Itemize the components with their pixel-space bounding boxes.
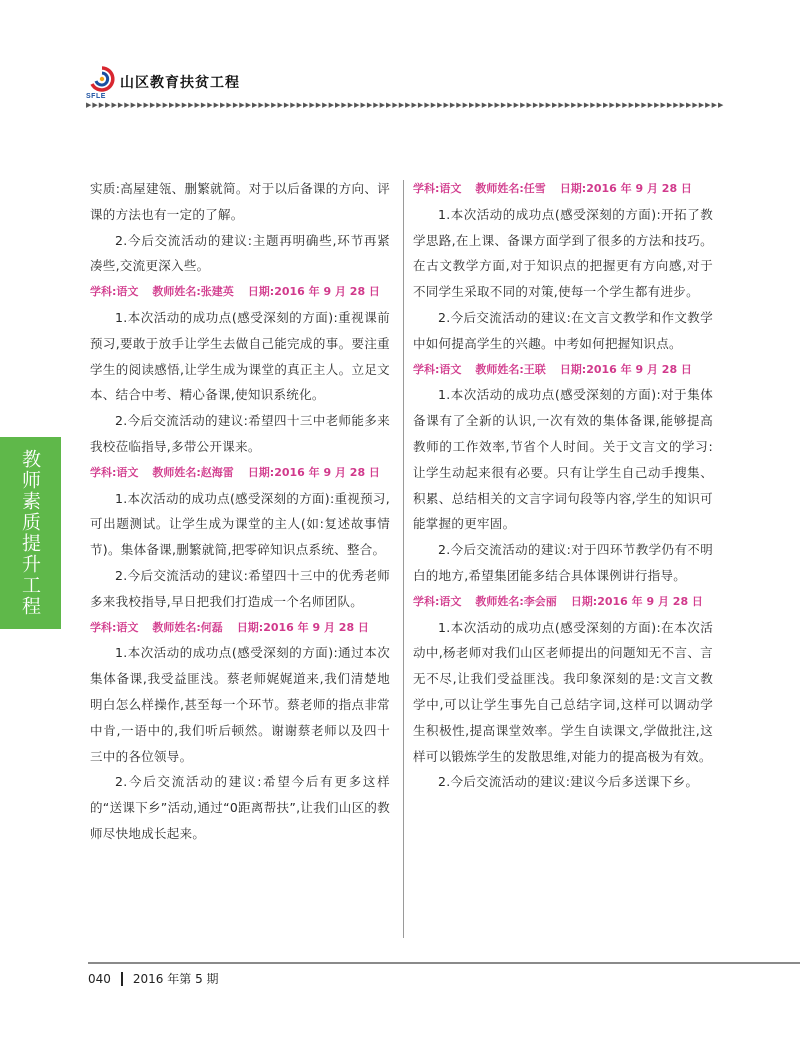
right-column [413, 176, 713, 795]
page-number: 040 [88, 971, 111, 986]
entry-teacher: 教师姓名:王联 [475, 362, 546, 376]
entry-subject: 学科:语文 [413, 362, 462, 376]
entry-success-paragraph: 1.本次活动的成功点(感受深刻的方面):对于集体备课有了全新的认识,一次有效的集体备课,能够提高教师的工作效率,节省个人时间。关于文言文的学习:让学生动起来很有必要。只有让学生自己动手搜集、积累、总结相关的文言字词句段等内容,学生的知识可能掌握的更牢固。 [413, 387, 713, 532]
issue-label: 2016 年第 5 期 [132, 972, 219, 986]
entry-subject: 学科:语文 [90, 465, 139, 479]
entry-teacher: 教师姓名:何磊 [152, 620, 223, 634]
entry-meta [413, 589, 713, 615]
entry-success-paragraph: 1.本次活动的成功点(感受深刻的方面):重视预习,可出题测试。让学生成为课堂的主人(如:复述故事情节)。集体备课,删繁就简,把零碎知识点系统、整合。 [90, 490, 390, 558]
entry-meta [90, 279, 390, 305]
entry-teacher: 教师姓名:张建英 [152, 285, 234, 299]
entry-suggestion-paragraph: 2.今后交流活动的建议:希望四十三中的优秀老师多来我校指导,早日把我们打造成一个名师团队。 [90, 567, 390, 609]
entry-meta [413, 357, 713, 383]
entry-subject: 学科:语文 [90, 285, 139, 299]
entry-success-paragraph: 1.本次活动的成功点(感受深刻的方面):通过本次集体备课,我受益匪浅。蔡老师娓娓道来,我们清楚地明白怎么样操作,甚至每一个环节。蔡老师的指点非常中肯,一语中的,我们听后顿然。谢谢蔡老师以及四十三中的各位领导。 [90, 645, 390, 764]
entry-date: 日期:2016 年 9 月 28 日 [559, 182, 692, 195]
entry-meta [90, 460, 390, 486]
logo-text: SFLE [86, 93, 106, 100]
continued-paragraph: 实质:高屋建瓴、删繁就简。对于以后备课的方向、评课的方法也有一定的了解。 [90, 181, 390, 222]
entry-teacher: 教师姓名:赵海雷 [152, 465, 234, 479]
footer-separator [121, 972, 123, 986]
logo-swirl-icon [88, 66, 116, 92]
entry-date: 日期:2016 年 9 月 28 日 [570, 594, 703, 608]
entry-meta [90, 615, 390, 641]
column-divider [403, 180, 404, 938]
entry-date: 日期:2016 年 9 月 28 日 [236, 620, 369, 634]
entry-meta [413, 176, 713, 202]
entry-subject: 学科:语文 [90, 620, 139, 634]
entry-success-paragraph: 1.本次活动的成功点(感受深刻的方面):开拓了教学思路,在上课、备课方面学到了很多的方法和技巧。在古文教学方面,对于知识点的把握更有方向感,对于不同学生采取不同的对策,使每一个学生都有进步。 [413, 206, 713, 300]
entry-date: 日期:2016 年 9 月 28 日 [247, 465, 380, 479]
entry-suggestion-paragraph: 2.今后交流活动的建议:建议今后多送课下乡。 [438, 774, 699, 790]
entry-subject: 学科:语文 [413, 182, 462, 195]
entry-success-paragraph: 1.本次活动的成功点(感受深刻的方面):重视课前预习,要敢于放手让学生去做自己能完成的事。要注重学生的阅读感悟,让学生成为课堂的真正主人。立足文本、结合中考、精心备课,使知识系统化。 [90, 309, 390, 403]
entry-teacher: 教师姓名:李会丽 [475, 594, 557, 608]
sfle-logo [88, 66, 116, 98]
entry-suggestion-paragraph: 2.今后交流活动的建议:希望今后有更多这样的“送课下乡”活动,通过“0距离帮扶”,让我们山区的教师尽快地成长起来。 [90, 774, 390, 841]
footer-rule [88, 962, 800, 964]
side-tab [0, 437, 61, 629]
entry-success-paragraph: 1.本次活动的成功点(感受深刻的方面):在本次活动中,杨老师对我们山区老师提出的问题知无不言、言无不尽,让我们受益匪浅。我印象深刻的是:文言文教学中,可以让学生事先自己总结字词,这样可以调动学生积极性,提高课堂效率。学生自读课文,学做批注,这样可以锻炼学生的发散思维,对能力的提高极为有效。 [413, 619, 713, 764]
header-title: 山区教育扶贫工程 [120, 75, 240, 91]
left-column [90, 176, 390, 847]
entry-date: 日期:2016 年 9 月 28 日 [247, 285, 380, 299]
entry-date: 日期:2016 年 9 月 28 日 [559, 362, 692, 376]
page-footer [88, 970, 219, 987]
header-arrow-divider: ▶▶▶▶▶▶▶▶▶▶▶▶▶▶▶▶▶▶▶▶▶▶▶▶▶▶▶▶▶▶▶▶▶▶▶▶▶▶▶▶▶▶▶▶▶▶▶▶▶▶▶▶▶▶▶▶▶▶▶▶▶▶▶▶▶▶▶▶▶▶▶▶▶▶▶▶▶▶▶▶▶▶▶▶▶▶▶▶▶▶▶▶▶▶▶▶▶▶▶▶ [86, 101, 725, 109]
side-tab-label: 教师素质提升工程 [19, 449, 41, 617]
entry-teacher: 教师姓名:任雪 [475, 182, 546, 195]
suggestion-paragraph: 2.今后交流活动的建议:主题再明确些,环节再紧凑些,交流更深入些。 [90, 232, 390, 274]
entry-subject: 学科:语文 [413, 594, 462, 608]
page-header [88, 64, 240, 100]
entry-suggestion-paragraph: 2.今后交流活动的建议:在文言文教学和作文教学中如何提高学生的兴趣。中考如何把握知识点。 [413, 309, 713, 351]
entry-suggestion-paragraph: 2.今后交流活动的建议:希望四十三中老师能多来我校莅临指导,多带公开课来。 [90, 413, 390, 454]
entry-suggestion-paragraph: 2.今后交流活动的建议:对于四环节教学仍有不明白的地方,希望集团能多结合具体课例讲行指导。 [413, 542, 713, 583]
